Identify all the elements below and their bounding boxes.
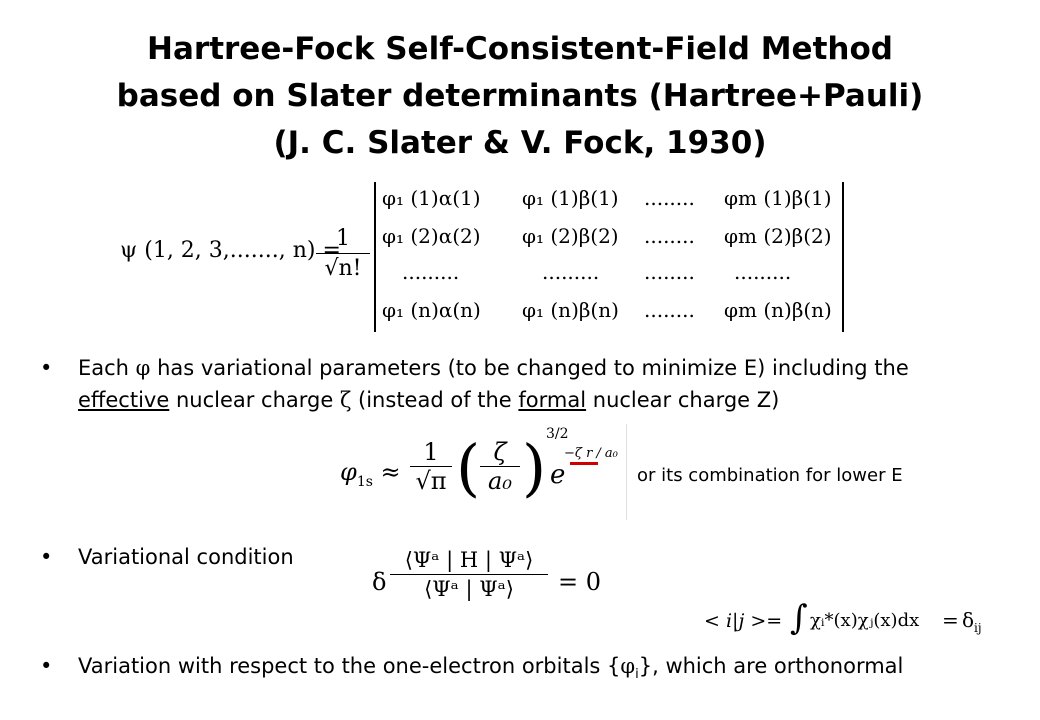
orbital-equation <box>340 424 630 520</box>
delta-subscript: ij <box>974 621 982 635</box>
bullet-text: has variational parameters (to be changed to minimize E) including the <box>150 356 909 380</box>
equation-separator <box>626 424 627 520</box>
orbital-numerator: 1 <box>410 438 452 467</box>
slater-lhs: ψ (1, 2, 3,......., n) = <box>120 238 341 263</box>
zeta-over-a0 <box>480 438 520 495</box>
variational-fraction <box>390 548 548 601</box>
zeta-paren-close: ) <box>522 431 547 504</box>
matrix-cell: φ₁ (n)β(n) <box>522 298 619 322</box>
bullet-text: (instead of the <box>351 388 519 412</box>
phi-1s <box>340 458 401 490</box>
determinant-right-bar <box>842 182 844 332</box>
zeta-symbol: ζ <box>339 388 352 412</box>
matrix-cell: φ₁ (1)β(1) <box>522 186 619 210</box>
bullet-variational-condition <box>40 541 360 573</box>
bullet-text: }, which are orthonormal <box>638 654 904 678</box>
bullet-text-line-2 <box>78 384 779 416</box>
kronecker-delta <box>962 608 982 635</box>
bullet-text: Each <box>78 356 136 380</box>
matrix-cell: φm (2)β(2) <box>724 224 832 248</box>
bullet-variation-orbitals <box>40 650 1020 682</box>
matrix-cell: φm (n)β(n) <box>724 298 832 322</box>
exp-base: e <box>550 460 566 490</box>
bullet-text-line-1 <box>78 352 909 384</box>
slater-prefactor <box>316 226 370 281</box>
delta-symbol: δ <box>372 568 387 596</box>
matrix-cell: φ₁ (2)β(2) <box>522 224 619 248</box>
variational-denominator: ⟨Ψᵃ | Ψᵃ⟩ <box>424 577 514 601</box>
title-line-2: based on Slater determinants (Hartree+Pauli) <box>116 78 924 114</box>
phi-subscript: i <box>635 667 639 683</box>
power-three-halves: 3/2 <box>546 426 569 442</box>
braket-lhs: < i|j >= <box>704 610 783 632</box>
equals-zero: = 0 <box>558 568 602 596</box>
zeta-paren-group: ( <box>456 431 481 504</box>
ortho-equals: = <box>942 608 959 632</box>
matrix-cell: ......... <box>402 260 460 284</box>
matrix-cell: φ₁ (1)α(1) <box>382 186 481 210</box>
matrix-cell: ......... <box>542 260 600 284</box>
matrix-cell: ......... <box>734 260 792 284</box>
title-line-1: Hartree-Fock Self-Consistent-Field Method <box>147 31 893 67</box>
integral-sign: ∫ <box>790 598 808 638</box>
orbital-phi: φ <box>340 458 357 486</box>
variational-numerator: ⟨Ψᵃ | H | Ψᵃ⟩ <box>390 548 548 575</box>
prefactor-numerator: 1 <box>316 226 370 254</box>
bullet-dot: • <box>40 545 53 569</box>
matrix-cell: ........ <box>644 298 695 322</box>
matrix-cell: φm (1)β(1) <box>724 186 832 210</box>
matrix-cell: φ₁ (2)α(2) <box>382 224 481 248</box>
integrand: χᵢ*(x)χⱼ(x)dx <box>810 610 920 631</box>
bullet-text-line <box>78 650 903 691</box>
bullet-text: Variational condition <box>78 545 294 569</box>
orbital-fraction <box>410 438 452 495</box>
exponent: −ζ r / a₀ <box>564 446 618 461</box>
bullet-each-phi <box>40 352 1020 416</box>
matrix-cell: ........ <box>644 260 695 284</box>
orthonormality-equation <box>704 600 1004 644</box>
formal-underlined: formal <box>518 388 587 412</box>
phi-symbol: φ <box>135 356 151 380</box>
matrix-cell: ........ <box>644 186 695 210</box>
matrix-cell: ........ <box>644 224 695 248</box>
bullet-dot: • <box>40 654 53 678</box>
slide-title <box>0 26 1040 167</box>
bullet-text: nuclear charge <box>169 388 340 412</box>
delta-glyph: δ <box>962 608 975 632</box>
zeta-numerator: ζ <box>480 438 520 467</box>
a0-denominator: a₀ <box>488 467 512 495</box>
bullet-dot: • <box>40 356 53 380</box>
approx-sign: ≈ <box>380 458 401 486</box>
red-underline-mark <box>570 462 598 465</box>
prefactor-denominator: √n! <box>324 256 362 281</box>
phi-symbol: φ <box>620 654 636 678</box>
matrix-cell: φ₁ (n)α(n) <box>382 298 481 322</box>
title-line-3: (J. C. Slater & V. Fock, 1930) <box>273 125 767 161</box>
slater-determinant-equation <box>120 178 850 336</box>
bullet-text: Variation with respect to the one-electron orbitals { <box>78 654 621 678</box>
bullet-text: nuclear charge Z) <box>586 388 780 412</box>
variational-equation <box>372 544 612 620</box>
determinant-left-bar <box>374 182 376 332</box>
combination-note: or its combination for lower E <box>637 465 903 486</box>
orbital-subscript: 1s <box>356 473 373 490</box>
orbital-denominator: √π <box>415 467 447 495</box>
effective-underlined: effective <box>78 388 170 412</box>
